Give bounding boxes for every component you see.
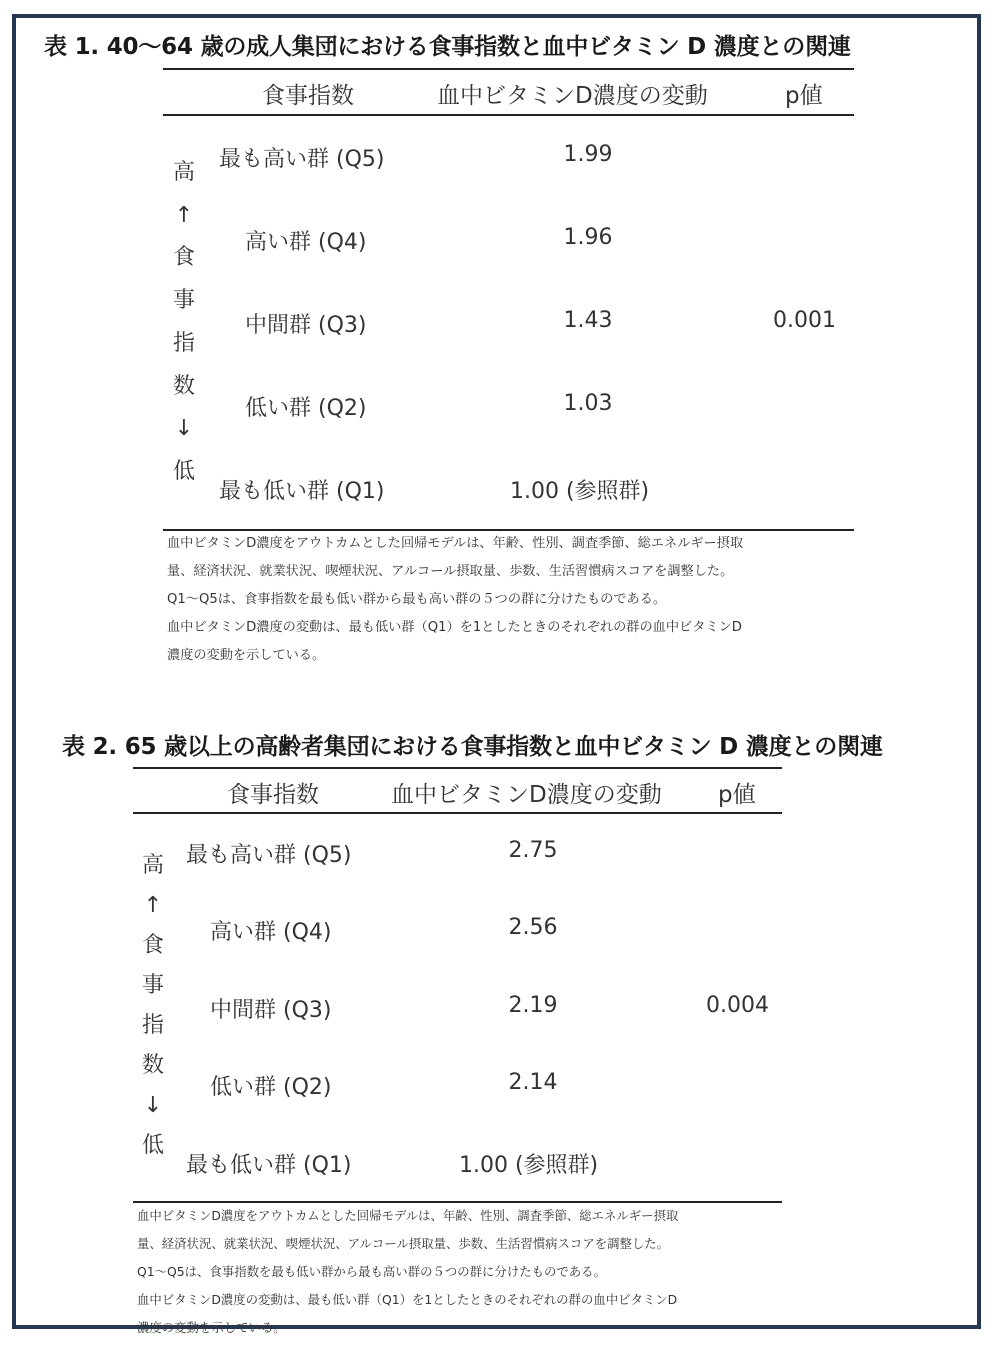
table-2-header-change: 血中ビタミンD濃度の変動 <box>391 782 662 808</box>
table-2-row-q1-group: 最も低い群 (Q1) <box>186 1153 352 1178</box>
table-1-row-q4-value: 1.96 <box>563 225 613 250</box>
table-2-note-line: Q1〜Q5は、食事指数を最も低い群から最も高い群の５つの群に分けたものである。 <box>137 1264 606 1279</box>
table-2-note-line: 血中ビタミンD濃度の変動は、最も低い群（Q1）を1としたときのそれぞれの群の血中ビタミンD <box>137 1292 678 1307</box>
table-1-side-label: 高 ↑ 食 事 指 数 ↓ 低 <box>172 160 195 484</box>
table-1-row-q3-value: 1.43 <box>563 308 613 333</box>
table-2-row-q4-group: 高い群 (Q4) <box>210 920 332 945</box>
table-1-row-q1-group: 最も低い群 (Q1) <box>219 479 385 504</box>
table-1-top-rule <box>163 68 854 70</box>
table-2-title: 表 2. 65 歳以上の高齢者集団における食事指数と血中ビタミン D 濃度との関連 <box>62 734 883 760</box>
table-2-note-line: 量、経済状況、就業状況、喫煙状況、アルコール摂取量、歩数、生活習慣病スコアを調整した。 <box>137 1236 670 1251</box>
table-2-note-line: 濃度の変動を示している。 <box>137 1320 286 1335</box>
table-1-row-q1-value: 1.00 (参照群) <box>510 479 650 504</box>
table-2-header-index: 食事指数 <box>227 782 319 808</box>
table-2-row-q3-value: 2.19 <box>508 993 558 1018</box>
table-2-side-label: 高 ↑ 食 事 指 数 ↓ 低 <box>141 853 164 1158</box>
table-1-header-change: 血中ビタミンD濃度の変動 <box>437 83 708 109</box>
table-1-row-q5-value: 1.99 <box>563 142 613 167</box>
table-1-p-value: 0.001 <box>773 308 836 333</box>
table-2-row-q5-value: 2.75 <box>508 838 558 863</box>
table-2-header-p: p値 <box>718 782 756 808</box>
table-2-notes <box>137 1202 678 1342</box>
table-2-row-q5-group: 最も高い群 (Q5) <box>186 843 352 868</box>
table-1-row-q5-group: 最も高い群 (Q5) <box>219 147 385 172</box>
table-1-row-q2-value: 1.03 <box>563 391 613 416</box>
table-1-row-q4-group: 高い群 (Q4) <box>245 230 367 255</box>
table-2-row-q2-value: 2.14 <box>508 1070 558 1095</box>
table-2-top-rule <box>133 767 782 769</box>
table-2-p-value: 0.004 <box>706 993 769 1018</box>
table-2-note-line: 血中ビタミンD濃度をアウトカムとした回帰モデルは、年齢、性別、調査季節、総エネルギー摂取 <box>137 1208 679 1223</box>
table-1-row-q3-group: 中間群 (Q3) <box>245 313 367 338</box>
table-1-note-line: Q1〜Q5は、食事指数を最も低い群から最も高い群の５つの群に分けたものである。 <box>167 592 667 607</box>
table-1-row-q2-group: 低い群 (Q2) <box>245 396 367 421</box>
table-1-header-p: p値 <box>785 83 823 109</box>
table-1-note-line: 血中ビタミンD濃度をアウトカムとした回帰モデルは、年齢、性別、調査季節、総エネルギー摂取 <box>167 536 744 551</box>
table-1-header-index: 食事指数 <box>262 83 354 109</box>
table-1-title: 表 1. 40〜64 歳の成人集団における食事指数と血中ビタミン D 濃度との関連 <box>44 34 851 60</box>
table-1-note-line: 濃度の変動を示している。 <box>167 648 326 663</box>
table-2-row-q1-value: 1.00 (参照群) <box>459 1153 599 1178</box>
table-2-row-q3-group: 中間群 (Q3) <box>210 998 332 1023</box>
table-2-row-q2-group: 低い群 (Q2) <box>210 1075 332 1100</box>
table-2-row-q4-value: 2.56 <box>508 915 558 940</box>
table-1-notes <box>167 530 743 670</box>
table-1-header-rule <box>163 114 854 116</box>
table-2-header-rule <box>133 812 782 814</box>
table-1-note-line: 量、経済状況、就業状況、喫煙状況、アルコール摂取量、歩数、生活習慣病スコアを調整した。 <box>167 564 734 579</box>
table-1-note-line: 血中ビタミンD濃度の変動は、最も低い群（Q1）を1としたときのそれぞれの群の血中ビタミンD <box>167 620 742 635</box>
